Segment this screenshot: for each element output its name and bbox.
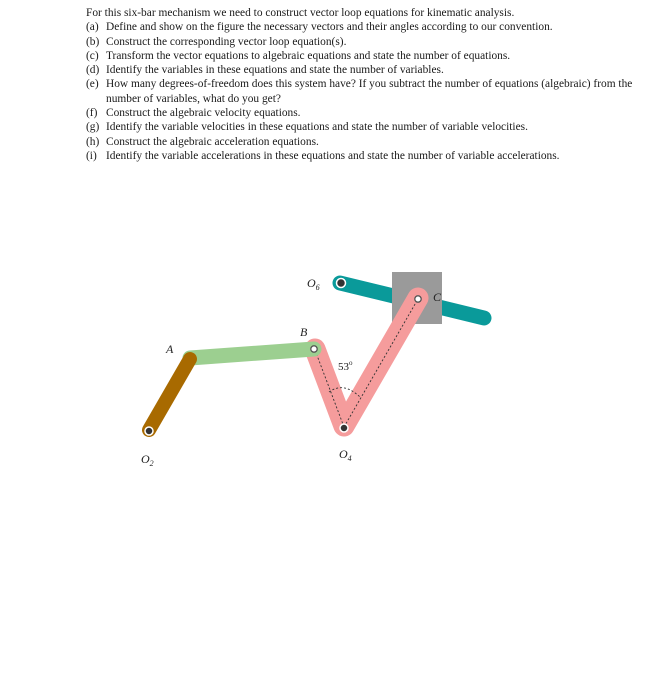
pin-o4 bbox=[340, 424, 348, 432]
label-o6-main: O bbox=[307, 276, 316, 290]
pin-c bbox=[415, 296, 421, 302]
label-o6 bbox=[307, 276, 320, 292]
question-text: Transform the vector equations to algebraic equations and state the number of equations. bbox=[106, 49, 511, 62]
label-o4 bbox=[339, 447, 352, 463]
angle-degree: o bbox=[349, 359, 353, 367]
rocker-link bbox=[315, 298, 418, 426]
question-label: (b) bbox=[86, 35, 100, 48]
question-label: (i) bbox=[86, 149, 97, 162]
crank-link-o2a bbox=[149, 359, 190, 430]
question-label: (a) bbox=[86, 21, 99, 34]
label-o2 bbox=[141, 452, 154, 468]
question-text: Identify the variable accelerations in these equations and state the number of variable accelerations. bbox=[106, 149, 560, 162]
construction-line-oc bbox=[344, 299, 418, 427]
question-text: Identify the variable velocities in these equations and state the number of variable velocities. bbox=[106, 121, 528, 134]
question-text: How many degrees-of-freedom does this system have? If you subtract the number of equations (algebraic) from the number of variables, what do you get? bbox=[106, 78, 633, 105]
question-text: Construct the algebraic acceleration equations. bbox=[106, 135, 319, 148]
pin-o2 bbox=[145, 427, 153, 435]
question-label: (h) bbox=[86, 135, 100, 148]
problem-intro: For this six-bar mechanism we need to construct vector loop equations for kinematic analysis. bbox=[86, 7, 515, 19]
label-o4-sub: 4 bbox=[347, 454, 352, 463]
pin-o6 bbox=[337, 279, 346, 288]
question-text: Identify the variables in these equations and state the number of variables. bbox=[106, 64, 444, 77]
label-o2-main: O bbox=[141, 452, 150, 466]
question-label: (g) bbox=[86, 121, 100, 134]
question-label: (e) bbox=[86, 78, 99, 91]
question-text: Define and show on the figure the necessary vectors and their angles according to our convention. bbox=[106, 21, 553, 34]
coupler-link-ab bbox=[190, 349, 314, 358]
question-text: Construct the algebraic velocity equations. bbox=[106, 107, 301, 120]
angle-label bbox=[338, 359, 353, 373]
question-label: (f) bbox=[86, 107, 98, 120]
pin-b bbox=[311, 346, 317, 352]
label-o2-sub: 2 bbox=[149, 459, 154, 468]
question-text: Construct the corresponding vector loop equation(s). bbox=[106, 35, 347, 48]
label-o4-main: O bbox=[339, 447, 348, 461]
question-label: (d) bbox=[86, 64, 100, 77]
label-o6-sub: 6 bbox=[315, 283, 320, 292]
angle-value: 53 bbox=[338, 361, 349, 373]
question-label: (c) bbox=[86, 49, 99, 62]
label-a: A bbox=[166, 342, 174, 356]
label-c: C bbox=[433, 290, 442, 304]
label-b: B bbox=[300, 325, 308, 339]
